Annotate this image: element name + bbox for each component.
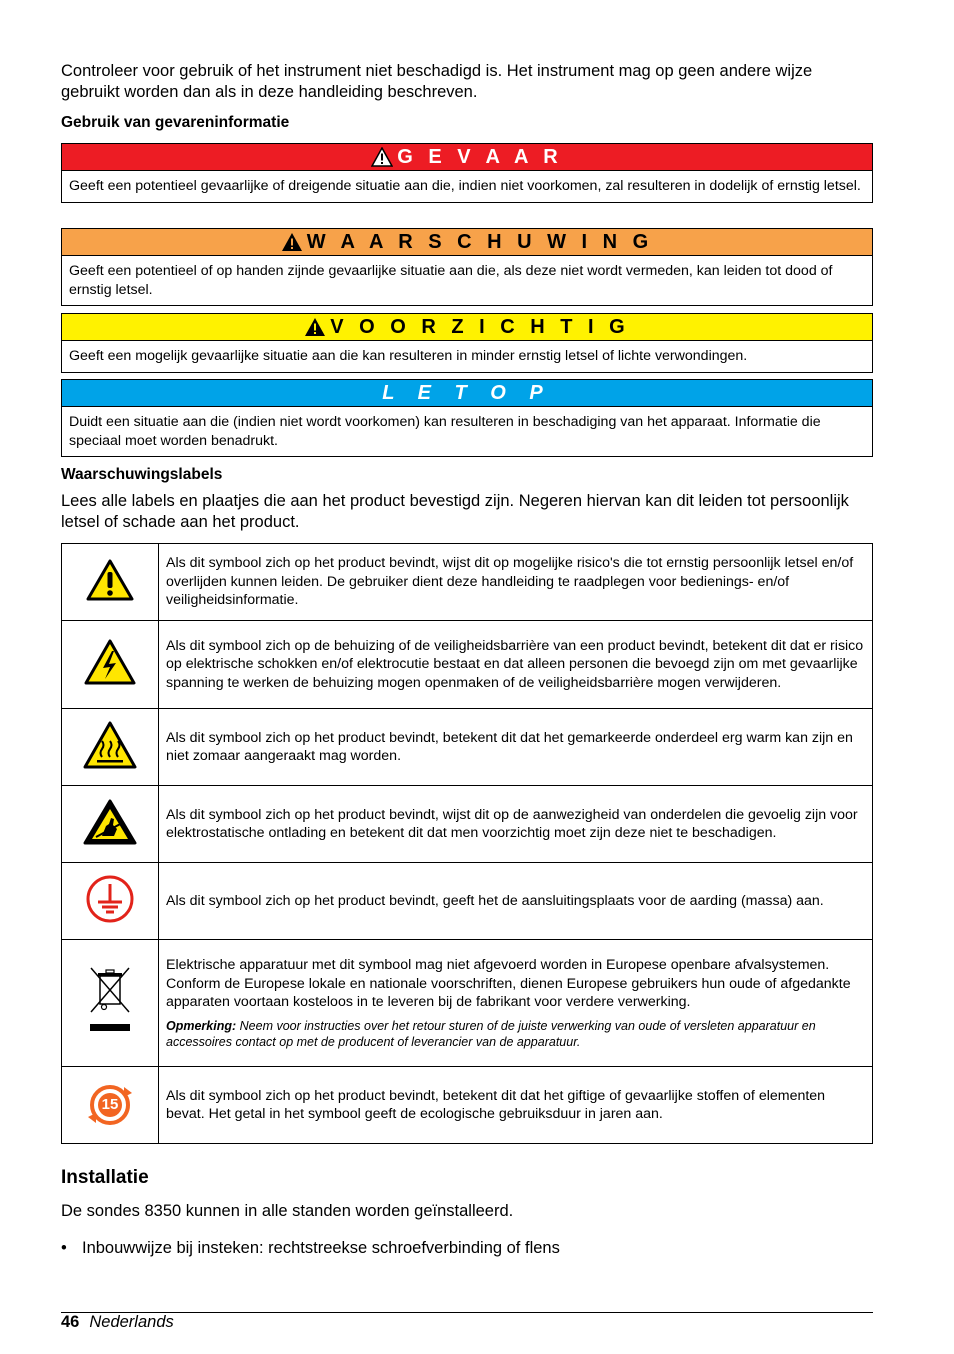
note-label: Opmerking: <box>166 1018 237 1033</box>
weee-bin-icon <box>62 940 159 1067</box>
symbol-text: Als dit symbool zich op het product bevindt, wijst dit op de aanwezigheid van onderdelen die gevoelig zijn voor elektrostatische ontlading en betekent dit dat men voorzichtig moet zijn deze niet te beschadigen. <box>159 786 873 863</box>
symbol-text: Als dit symbool zich op het product bevindt, geeft het de aansluitingsplaats voor de aarding (massa) aan. <box>159 863 873 940</box>
efup-15-icon <box>62 1067 159 1144</box>
note <box>166 1018 865 1050</box>
warning-text: Geeft een potentieel of op handen zijnde gevaarlijke situatie aan die, als deze niet wordt vermeden, kan leiden tot dood of ernstig letsel. <box>69 263 833 298</box>
danger-bar <box>62 144 872 171</box>
symbol-row <box>62 709 873 786</box>
warning-triangle-icon <box>281 232 303 252</box>
notice-bar <box>62 380 872 407</box>
caution-title: V O O R Z I C H T I G <box>330 315 630 338</box>
symbol-text: Als dit symbool zich op het product bevindt, betekent dit dat het gemarkeerde onderdeel erg warm kan zijn en niet zomaar aangeraakt mag worden. <box>159 709 873 786</box>
symbol-text: Als dit symbool zich op de behuizing of de veiligheidsbarrière van een product bevindt, betekent dit dat er risico op elektrische schokken en/of elektrocutie bestaat en dat alleen personen die bevoegd zijn om met gevaarlijke spanning te werken de behuizing mogen openmaken of de veiligheidsbarrière mogen verwijderen. <box>159 621 873 709</box>
efup-15-badge <box>86 1081 134 1129</box>
symbol-row <box>62 621 873 709</box>
bullet-text: Inbouwwijze bij insteken: rechtstreekse schroefverbinding of flens <box>82 1239 560 1257</box>
page-number: 46 <box>61 1313 80 1331</box>
footer-language: Nederlands <box>89 1313 174 1331</box>
caution-text: Geeft een mogelijk gevaarlijke situatie aan die kan resulteren in minder ernstig letsel of lichte verwondingen. <box>69 348 748 364</box>
footer-divider <box>61 1312 873 1313</box>
warning-triangle-icon <box>304 317 326 337</box>
labels-intro: Lees alle labels en plaatjes die aan het product bevestigd zijn. Negeren hiervan kan dit leiden tot persoonlijk letsel of schade aan het product. <box>61 492 849 531</box>
hot-surface-icon <box>62 709 159 786</box>
danger-title: G E V A A R <box>397 145 563 168</box>
electric-shock-icon <box>62 621 159 709</box>
caution-bar <box>62 314 872 341</box>
protective-earth-icon <box>62 863 159 940</box>
symbol-text: Elektrische apparatuur met dit symbool mag niet afgevoerd worden in Europese openbare afvalsystemen. Conform de Europese lokale en nationale voorschriften, dienen Europese gebruikers hun oude of afgedankte apparaten voortaan kosteloos in te leveren bij de fabrikant voor verdere verwerking. <box>166 957 851 1011</box>
bullet-marker: • <box>61 1239 67 1257</box>
notice-text: Duidt een situatie aan die (indien niet wordt voorkomen) kan resulteren in beschadiging van het apparaat. Informatie die speciaal moet worden benadrukt. <box>69 414 821 449</box>
caution-box <box>61 313 873 373</box>
symbols-table <box>61 543 873 1144</box>
warning-title: W A A R S C H U W I N G <box>306 230 654 253</box>
symbol-text-block <box>159 940 873 1067</box>
danger-text: Geeft een potentieel gevaarlijke of dreigende situatie aan die, indien niet voorkomen, zal resulteren in dodelijk of ernstig letsel. <box>69 178 861 194</box>
note-text: Neem voor instructies over het retour sturen of de juiste verwerking van oude of versleten apparatuur en accessoires contact op met de producent of leverancier van de apparatuur. <box>166 1018 816 1049</box>
warning-box <box>61 228 873 306</box>
symbol-text: Als dit symbool zich op het product bevindt, wijst dit op mogelijke risico's die tot ernstig persoonlijk letsel en/of overlijden kunnen leiden. De gebruiker dient deze handleiding te raadplegen voor bedienings- en/of veiligheidsinformatie. <box>159 544 873 621</box>
labels-heading: Waarschuwingslabels <box>61 466 223 483</box>
efup-number: 15 <box>101 1096 119 1113</box>
danger-box <box>61 143 873 203</box>
esd-icon <box>62 786 159 863</box>
notice-title: L E T O P <box>382 381 552 404</box>
symbol-row <box>62 544 873 621</box>
bullet-item <box>61 1239 560 1258</box>
general-warning-icon <box>62 544 159 621</box>
symbol-row <box>62 1067 873 1144</box>
footer <box>61 1313 174 1332</box>
symbol-row <box>62 940 873 1067</box>
install-text: De sondes 8350 kunnen in alle standen worden geïnstalleerd. <box>61 1202 514 1220</box>
symbol-text: Als dit symbool zich op het product bevindt, betekent dit dat het giftige of gevaarlijke stoffen of elementen bevat. Het getal in het symbool geeft de ecologische gebruiksduur in jaren aan. <box>159 1067 873 1144</box>
symbol-row <box>62 863 873 940</box>
warning-bar <box>62 229 872 256</box>
install-heading: Installatie <box>61 1167 149 1188</box>
hazard-info-heading: Gebruik van gevareninformatie <box>61 114 290 131</box>
symbol-row <box>62 786 873 863</box>
warning-triangle-icon <box>371 147 393 167</box>
notice-box <box>61 379 873 457</box>
intro-paragraph: Controleer voor gebruik of het instrument niet beschadigd is. Het instrument mag op geen andere wijze gebruikt worden dan als in deze handleiding beschreven. <box>61 62 813 101</box>
